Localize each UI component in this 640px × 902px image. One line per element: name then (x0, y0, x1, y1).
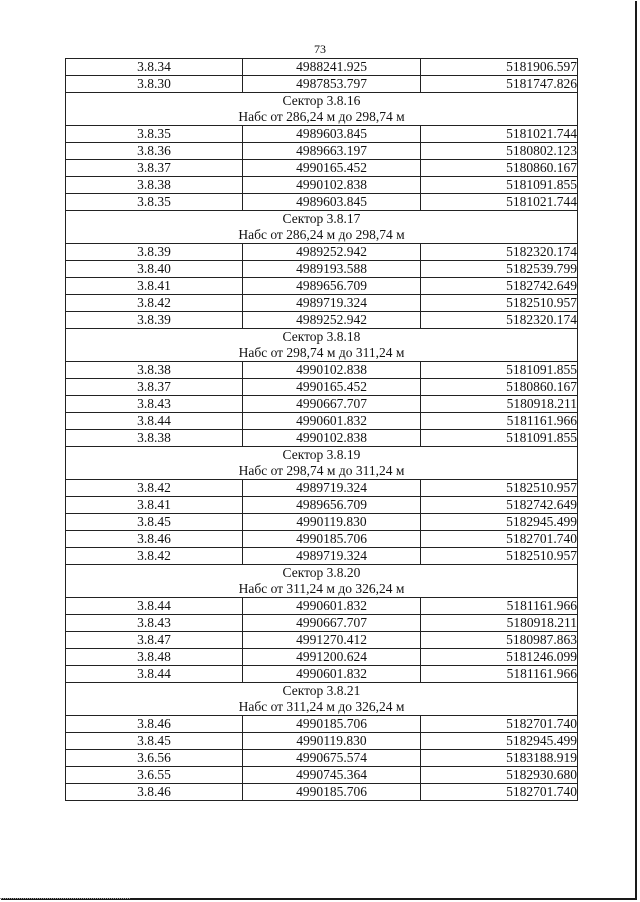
point-id-cell: 3.8.38 (66, 177, 243, 194)
table-row (66, 733, 578, 750)
point-id-cell: 3.8.37 (66, 160, 243, 177)
sector-header-cell (66, 211, 578, 244)
table-row (66, 430, 578, 447)
sector-height-range: Набс от 286,24 м до 298,74 м (238, 109, 405, 124)
x-coordinate-cell: 4990745.364 (243, 767, 421, 784)
table-row (66, 716, 578, 733)
y-coordinate-cell: 5181091.855 (421, 177, 578, 194)
point-id-cell: 3.8.41 (66, 497, 243, 514)
y-coordinate-cell: 5180802.123 (421, 143, 578, 160)
y-coordinate-cell: 5182539.799 (421, 261, 578, 278)
table-row (66, 767, 578, 784)
scan-artifact-line (0, 898, 130, 900)
y-coordinate-cell: 5180860.167 (421, 160, 578, 177)
y-coordinate-cell: 5181091.855 (421, 362, 578, 379)
table-row (66, 312, 578, 329)
sector-title: Сектор 3.8.20 (282, 565, 361, 580)
y-coordinate-cell: 5183188.919 (421, 750, 578, 767)
point-id-cell: 3.6.56 (66, 750, 243, 767)
sector-height-range: Набс от 311,24 м до 326,24 м (238, 699, 405, 714)
table-row (66, 295, 578, 312)
table-row (66, 784, 578, 801)
sector-header-row (66, 565, 578, 598)
table-row (66, 615, 578, 632)
point-id-cell: 3.8.42 (66, 480, 243, 497)
y-coordinate-cell: 5181161.966 (421, 413, 578, 430)
y-coordinate-cell: 5182742.649 (421, 497, 578, 514)
table-row (66, 632, 578, 649)
x-coordinate-cell: 4990601.832 (243, 598, 421, 615)
table-row (66, 177, 578, 194)
y-coordinate-cell: 5182510.957 (421, 480, 578, 497)
table-row (66, 497, 578, 514)
sector-header-cell (66, 447, 578, 480)
y-coordinate-cell: 5181161.966 (421, 666, 578, 683)
x-coordinate-cell: 4990102.838 (243, 177, 421, 194)
x-coordinate-cell: 4989719.324 (243, 295, 421, 312)
y-coordinate-cell: 5182945.499 (421, 514, 578, 531)
point-id-cell: 3.8.34 (66, 59, 243, 76)
y-coordinate-cell: 5182742.649 (421, 278, 578, 295)
sector-height-range: Набс от 298,74 м до 311,24 м (238, 463, 405, 478)
x-coordinate-cell: 4988241.925 (243, 59, 421, 76)
point-id-cell: 3.8.44 (66, 413, 243, 430)
x-coordinate-cell: 4989252.942 (243, 312, 421, 329)
y-coordinate-cell: 5182320.174 (421, 244, 578, 261)
y-coordinate-cell: 5182701.740 (421, 784, 578, 801)
x-coordinate-cell: 4989656.709 (243, 497, 421, 514)
point-id-cell: 3.8.47 (66, 632, 243, 649)
coordinates-table (65, 58, 578, 801)
x-coordinate-cell: 4989719.324 (243, 548, 421, 565)
table-row (66, 278, 578, 295)
table-row (66, 413, 578, 430)
sector-header-row (66, 329, 578, 362)
point-id-cell: 3.8.42 (66, 295, 243, 312)
page-number: 73 (314, 42, 326, 56)
x-coordinate-cell: 4990185.706 (243, 716, 421, 733)
sector-header-row (66, 447, 578, 480)
table-row (66, 666, 578, 683)
x-coordinate-cell: 4990667.707 (243, 396, 421, 413)
table-row (66, 396, 578, 413)
table-row (66, 126, 578, 143)
x-coordinate-cell: 4991270.412 (243, 632, 421, 649)
table-row (66, 160, 578, 177)
x-coordinate-cell: 4990601.832 (243, 666, 421, 683)
point-id-cell: 3.8.35 (66, 126, 243, 143)
y-coordinate-cell: 5182701.740 (421, 716, 578, 733)
coordinates-table-body (66, 59, 578, 801)
table-row (66, 514, 578, 531)
y-coordinate-cell: 5182510.957 (421, 295, 578, 312)
x-coordinate-cell: 4989663.197 (243, 143, 421, 160)
x-coordinate-cell: 4990165.452 (243, 379, 421, 396)
x-coordinate-cell: 4990185.706 (243, 531, 421, 548)
x-coordinate-cell: 4990601.832 (243, 413, 421, 430)
x-coordinate-cell: 4990667.707 (243, 615, 421, 632)
point-id-cell: 3.8.30 (66, 76, 243, 93)
point-id-cell: 3.8.35 (66, 194, 243, 211)
y-coordinate-cell: 5182945.499 (421, 733, 578, 750)
sector-header-cell (66, 93, 578, 126)
point-id-cell: 3.8.39 (66, 244, 243, 261)
y-coordinate-cell: 5180987.863 (421, 632, 578, 649)
x-coordinate-cell: 4991200.624 (243, 649, 421, 666)
sector-title: Сектор 3.8.17 (282, 211, 361, 226)
table-row (66, 598, 578, 615)
sector-header-row (66, 683, 578, 716)
sector-title: Сектор 3.8.16 (282, 93, 361, 108)
point-id-cell: 3.8.40 (66, 261, 243, 278)
x-coordinate-cell: 4990119.830 (243, 514, 421, 531)
y-coordinate-cell: 5182930.680 (421, 767, 578, 784)
sector-height-range: Набс от 311,24 м до 326,24 м (238, 581, 405, 596)
x-coordinate-cell: 4989656.709 (243, 278, 421, 295)
point-id-cell: 3.8.38 (66, 362, 243, 379)
x-coordinate-cell: 4989252.942 (243, 244, 421, 261)
table-row (66, 531, 578, 548)
y-coordinate-cell: 5181021.744 (421, 126, 578, 143)
x-coordinate-cell: 4989603.845 (243, 194, 421, 211)
x-coordinate-cell: 4990102.838 (243, 362, 421, 379)
y-coordinate-cell: 5181161.966 (421, 598, 578, 615)
point-id-cell: 3.8.43 (66, 615, 243, 632)
point-id-cell: 3.8.43 (66, 396, 243, 413)
table-row (66, 59, 578, 76)
table-row (66, 244, 578, 261)
table-row (66, 750, 578, 767)
x-coordinate-cell: 4989193.588 (243, 261, 421, 278)
table-row (66, 548, 578, 565)
y-coordinate-cell: 5182510.957 (421, 548, 578, 565)
point-id-cell: 3.8.45 (66, 514, 243, 531)
point-id-cell: 3.8.45 (66, 733, 243, 750)
y-coordinate-cell: 5182701.740 (421, 531, 578, 548)
sector-height-range: Набс от 298,74 м до 311,24 м (238, 345, 405, 360)
x-coordinate-cell: 4987853.797 (243, 76, 421, 93)
x-coordinate-cell: 4990185.706 (243, 784, 421, 801)
table-row (66, 480, 578, 497)
table-row (66, 76, 578, 93)
table-row (66, 143, 578, 160)
point-id-cell: 3.8.48 (66, 649, 243, 666)
point-id-cell: 3.8.46 (66, 784, 243, 801)
point-id-cell: 3.8.44 (66, 666, 243, 683)
sector-header-cell (66, 565, 578, 598)
sector-title: Сектор 3.8.18 (282, 329, 361, 344)
y-coordinate-cell: 5181906.597 (421, 59, 578, 76)
y-coordinate-cell: 5180918.211 (421, 396, 578, 413)
table-row (66, 379, 578, 396)
point-id-cell: 3.8.37 (66, 379, 243, 396)
point-id-cell: 3.8.46 (66, 531, 243, 548)
x-coordinate-cell: 4990165.452 (243, 160, 421, 177)
x-coordinate-cell: 4990102.838 (243, 430, 421, 447)
x-coordinate-cell: 4990675.574 (243, 750, 421, 767)
sector-header-row (66, 211, 578, 244)
sector-header-cell (66, 683, 578, 716)
y-coordinate-cell: 5180860.167 (421, 379, 578, 396)
point-id-cell: 3.8.41 (66, 278, 243, 295)
point-id-cell: 3.8.38 (66, 430, 243, 447)
table-row (66, 362, 578, 379)
sector-height-range: Набс от 286,24 м до 298,74 м (238, 227, 405, 242)
y-coordinate-cell: 5181091.855 (421, 430, 578, 447)
y-coordinate-cell: 5180918.211 (421, 615, 578, 632)
table-row (66, 194, 578, 211)
table-row (66, 261, 578, 278)
point-id-cell: 3.8.42 (66, 548, 243, 565)
x-coordinate-cell: 4989719.324 (243, 480, 421, 497)
y-coordinate-cell: 5182320.174 (421, 312, 578, 329)
sector-title: Сектор 3.8.19 (282, 447, 361, 462)
x-coordinate-cell: 4990119.830 (243, 733, 421, 750)
sector-header-row (66, 93, 578, 126)
y-coordinate-cell: 5181246.099 (421, 649, 578, 666)
point-id-cell: 3.6.55 (66, 767, 243, 784)
point-id-cell: 3.8.39 (66, 312, 243, 329)
sector-title: Сектор 3.8.21 (282, 683, 361, 698)
y-coordinate-cell: 5181747.826 (421, 76, 578, 93)
y-coordinate-cell: 5181021.744 (421, 194, 578, 211)
x-coordinate-cell: 4989603.845 (243, 126, 421, 143)
table-row (66, 649, 578, 666)
point-id-cell: 3.8.44 (66, 598, 243, 615)
point-id-cell: 3.8.46 (66, 716, 243, 733)
sector-header-cell (66, 329, 578, 362)
point-id-cell: 3.8.36 (66, 143, 243, 160)
